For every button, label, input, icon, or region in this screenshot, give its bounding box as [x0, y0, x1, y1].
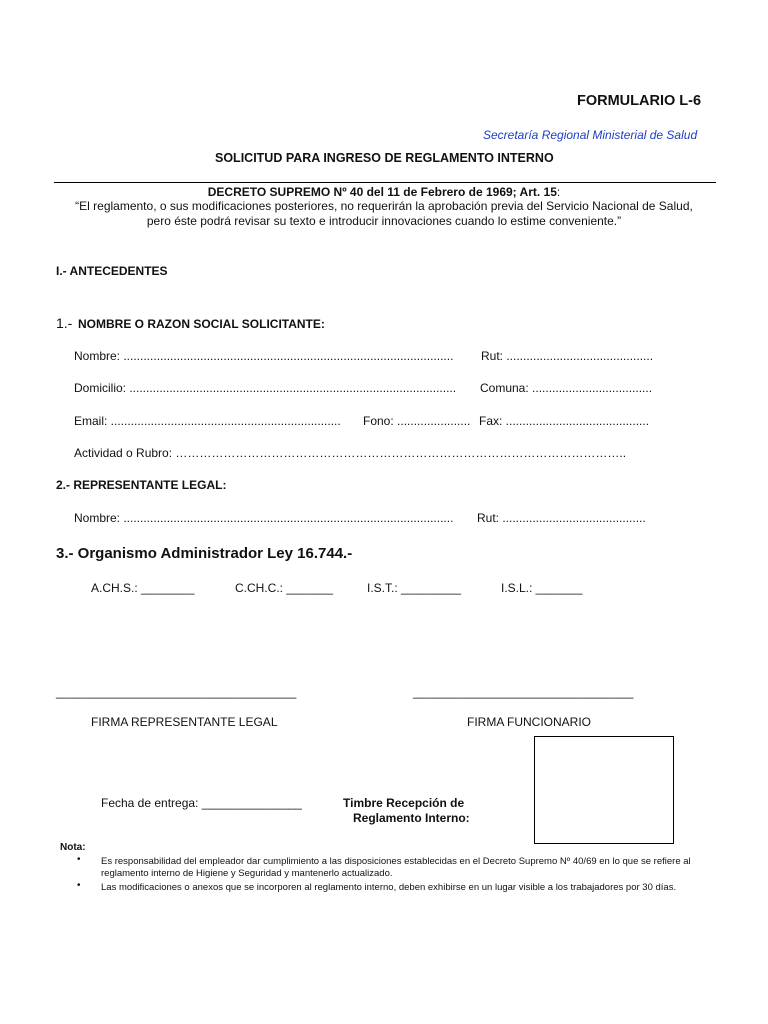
signature-line-representative[interactable]: ____________________________________	[56, 685, 297, 699]
signature-label-official: FIRMA FUNCIONARIO	[467, 715, 592, 729]
decree-quote-line2: pero éste podrá revisar su texto e introducir innovaciones cuando lo estime conveniente.”	[146, 214, 622, 228]
applicant-rut-field[interactable]: Rut: ............................................	[481, 349, 654, 363]
form-code: FORMULARIO L-6	[577, 93, 702, 109]
note-item-1: Es responsabilidad del empleador dar cumplimiento a las disposiciones establecidas en el Decreto Supremo Nº 40/69 en lo que se refiere al reglamento interno de Higiene y Seguridad y mantenerlo actualizado.	[101, 856, 691, 879]
isl-field[interactable]: I.S.L.: _______	[501, 581, 583, 595]
achs-field[interactable]: A.CH.S.: ________	[91, 581, 195, 595]
applicant-nombre-field[interactable]: Nombre: ...................................................................................................	[74, 349, 454, 363]
ist-field[interactable]: I.S.T.: _________	[367, 581, 462, 595]
representative-rut-field[interactable]: Rut: ...........................................	[477, 511, 646, 525]
agency-name: Secretaría Regional Ministerial de Salud	[483, 128, 698, 142]
decree-heading-bold: DECRETO SUPREMO Nº 40 del 11 de Febrero de 1969; Art. 15	[207, 185, 557, 199]
signature-label-representative: FIRMA REPRESENTANTE LEGAL	[91, 715, 278, 729]
section-representante-title: 2.- REPRESENTANTE LEGAL:	[56, 478, 227, 492]
applicant-comuna-field[interactable]: Comuna: ....................................	[480, 381, 653, 395]
section-antecedentes-title: I.- ANTECEDENTES	[56, 264, 168, 278]
applicant-actividad-field[interactable]: Actividad o Rubro: …………………………………………………………………………………………………..	[74, 446, 627, 460]
section-organismo-title: 3.- Organismo Administrador Ley 16.744.-	[56, 545, 353, 562]
note-item-2: Las modificaciones o anexos que se incorporen al reglamento interno, deben exhibirse en un lugar visible a los trabajadores por 30 días.	[101, 882, 677, 893]
header-divider	[54, 182, 716, 183]
stamp-label-line1: Timbre Recepción de	[343, 796, 465, 810]
item1-number: 1.-	[56, 315, 73, 331]
decree-heading-colon: :	[556, 185, 561, 199]
note-label: Nota:	[60, 842, 86, 853]
item1-title: NOMBRE O RAZON SOCIAL SOLICITANTE:	[78, 317, 325, 331]
note-bullet-1: •	[77, 854, 81, 865]
cchc-field[interactable]: C.CH.C.: _______	[235, 581, 334, 595]
stamp-label-line2: Reglamento Interno:	[353, 811, 470, 825]
stamp-box	[534, 736, 674, 844]
representative-nombre-field[interactable]: Nombre: ...................................................................................................	[74, 511, 454, 525]
decree-quote-line1: “El reglamento, o sus modificaciones posteriores, no requerirán la aprobación previa del Servicio Nacional de Salud,	[75, 199, 693, 213]
page-title: SOLICITUD PARA INGRESO DE REGLAMENTO INTERNO	[215, 151, 554, 165]
applicant-fax-field[interactable]: Fax: ...........................................	[479, 414, 650, 428]
decree-heading	[0, 185, 768, 199]
applicant-fono-field[interactable]: Fono: ......................	[363, 414, 471, 428]
applicant-domicilio-field[interactable]: Domicilio: ..................................................................................................	[74, 381, 457, 395]
applicant-email-field[interactable]: Email: .....................................................................	[74, 414, 341, 428]
signature-line-official[interactable]: _________________________________	[413, 685, 634, 699]
note-bullet-2: •	[77, 880, 81, 891]
delivery-date-field[interactable]: Fecha de entrega: _______________	[101, 796, 302, 810]
